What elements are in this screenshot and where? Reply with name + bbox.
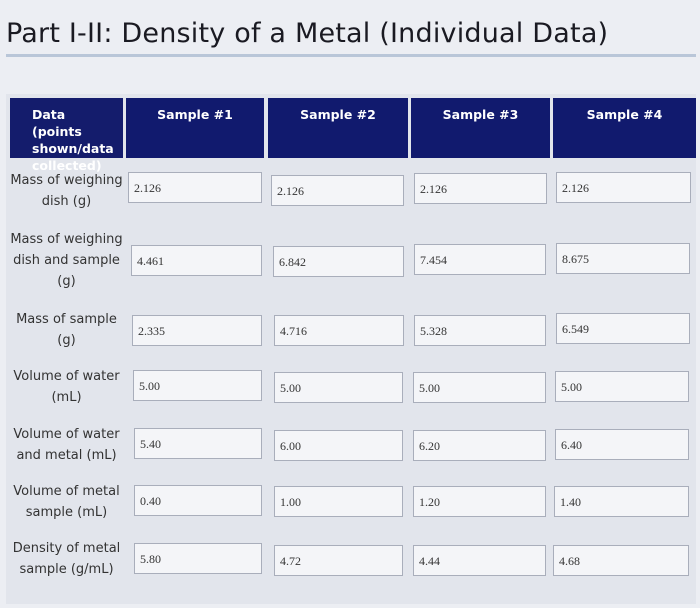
input-mass-dish-sample-4[interactable]: 2.126	[556, 172, 691, 203]
row-label-volume-water: Volume of water (mL)	[13, 369, 120, 405]
header-sample-4: Sample #4	[553, 98, 696, 158]
input-mass-dish-and-sample-sample-4[interactable]: 8.675	[556, 243, 690, 274]
input-volume-water-sample-4[interactable]: 5.00	[555, 371, 689, 402]
input-volume-water-metal-sample-1[interactable]: 5.40	[134, 428, 262, 459]
header-sample-2: Sample #2	[268, 98, 408, 158]
input-volume-metal-sample-1[interactable]: 0.40	[134, 485, 262, 516]
input-volume-metal-sample-2[interactable]: 1.00	[274, 486, 403, 517]
input-volume-water-sample-2[interactable]: 5.00	[274, 372, 403, 403]
title-divider	[6, 54, 696, 57]
input-mass-sample-sample-1[interactable]: 2.335	[132, 315, 262, 346]
input-mass-sample-sample-3[interactable]: 5.328	[414, 315, 546, 346]
input-mass-sample-sample-4[interactable]: 6.549	[556, 313, 690, 344]
input-volume-water-metal-sample-2[interactable]: 6.00	[274, 430, 403, 461]
input-volume-water-sample-3[interactable]: 5.00	[413, 372, 546, 403]
input-volume-water-sample-1[interactable]: 5.00	[133, 370, 262, 401]
header-sample-1: Sample #1	[126, 98, 264, 158]
row-label-mass-dish-and-sample: Mass of weighing dish and sample (g)	[10, 232, 123, 289]
input-density-sample-2[interactable]: 4.72	[274, 545, 403, 576]
input-mass-dish-sample-1[interactable]: 2.126	[128, 172, 262, 203]
header-sample-3: Sample #3	[411, 98, 550, 158]
input-volume-metal-sample-4[interactable]: 1.40	[554, 486, 689, 517]
input-mass-dish-and-sample-sample-2[interactable]: 6.842	[273, 246, 404, 277]
header-line: Data (points	[32, 107, 82, 139]
input-mass-dish-sample-3[interactable]: 2.126	[414, 173, 547, 204]
row-label-volume-metal: Volume of metal sample (mL)	[13, 484, 120, 520]
input-mass-dish-and-sample-sample-1[interactable]: 4.461	[131, 245, 262, 276]
row-label-mass-sample: Mass of sample (g)	[16, 312, 117, 348]
input-volume-water-metal-sample-4[interactable]: 6.40	[555, 429, 689, 460]
row-label-volume-water-metal: Volume of water and metal (mL)	[13, 427, 120, 463]
header-line: shown/data	[32, 141, 114, 156]
input-density-sample-1[interactable]: 5.80	[134, 543, 262, 574]
row-label-density: Density of metal sample (g/mL)	[12, 541, 121, 577]
header-line: collected)	[32, 158, 102, 173]
input-mass-dish-sample-2[interactable]: 2.126	[271, 175, 404, 206]
row-label-mass-dish: Mass of weighing dish (g)	[10, 173, 123, 209]
input-density-sample-3[interactable]: 4.44	[413, 545, 546, 576]
input-density-sample-4[interactable]: 4.68	[553, 545, 689, 576]
input-mass-sample-sample-2[interactable]: 4.716	[274, 315, 404, 346]
input-volume-metal-sample-3[interactable]: 1.20	[413, 486, 546, 517]
input-mass-dish-and-sample-sample-3[interactable]: 7.454	[414, 244, 546, 275]
page-title: Part I-II: Density of a Metal (Individual Data)	[6, 18, 609, 49]
header-data-column	[10, 98, 123, 173]
input-volume-water-metal-sample-3[interactable]: 6.20	[413, 430, 546, 461]
